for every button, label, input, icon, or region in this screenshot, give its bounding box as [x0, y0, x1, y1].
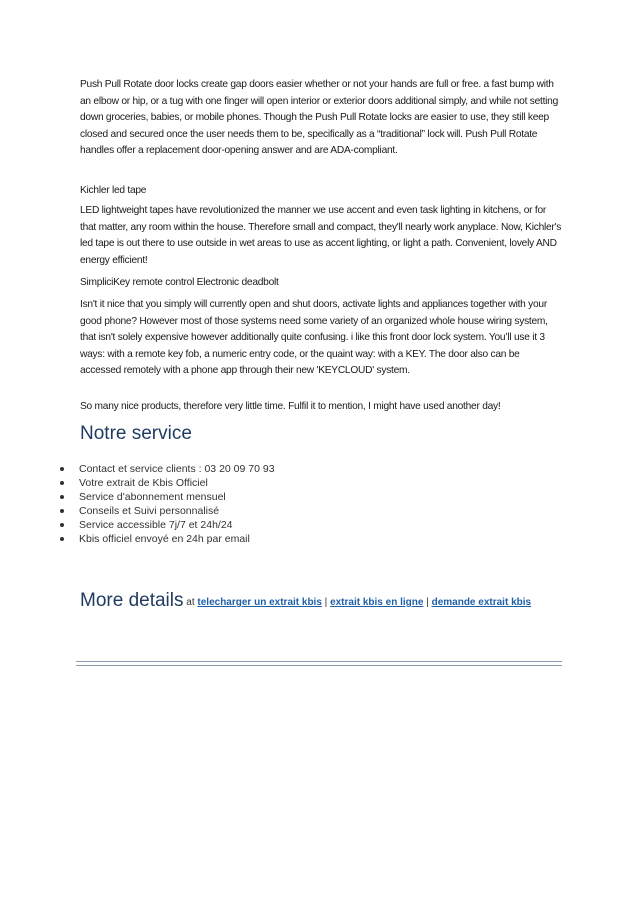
service-item-label: Votre extrait de Kbis Officiel: [79, 477, 208, 489]
service-item-kbis: [0, 476, 275, 490]
bullet-icon: [60, 467, 64, 471]
service-item-label: Contact et service clients : 03 20 09 70 93: [79, 463, 275, 475]
notre-service-heading: Notre service: [80, 423, 192, 444]
bullet-icon: [60, 481, 64, 485]
bullet-icon: [60, 537, 64, 541]
service-item-email: [0, 532, 275, 546]
service-item-contact: [0, 462, 275, 476]
bullet-icon: [60, 495, 64, 499]
service-item-label: Kbis officiel envoyé en 24h par email: [79, 533, 250, 545]
link-extrait-kbis-en-ligne[interactable]: extrait kbis en ligne: [330, 597, 424, 608]
service-list: [0, 462, 275, 546]
service-item-accessible: [0, 518, 275, 532]
service-item-abonnement: [0, 490, 275, 504]
link-demande-extrait-kbis[interactable]: demande extrait kbis: [431, 597, 532, 608]
service-item-conseils: [0, 504, 275, 518]
heading-kichler-led-tape: Kichler led tape: [80, 185, 147, 196]
paragraph-push-pull: Push Pull Rotate door locks create gap doors easier whether or not your hands are full or free. a fast bump with an elbow or hip, or a tug with one finger will open interior or exterior doors additional simply, and while not setting down groceries, babies, or mobile phones. Though the Push Pull Rotate locks are easier to use, they still keep closed and secured once the user needs them to be, specifically as a “traditional” lock will. Push Pull Rotate handles offer a replacement door-opening answer and are ADA-compliant.: [80, 79, 559, 157]
service-item-label: Conseils et Suivi personnalisé: [79, 505, 220, 517]
more-details-line: [80, 590, 531, 612]
service-item-label: Service accessible 7j/7 et 24h/24: [79, 519, 233, 531]
paragraph-led-tape: LED lightweight tapes have revolutionized the manner we use accent and even task lighting in kitchens, or for that matter, any room within the house. Therefore small and compact, they'll nearly work anyplace. Now, Kichler's led tape is out there to use outside in wet areas to use as accent lighting, or light a path. Convenient, lovely AND energy efficient!: [80, 205, 562, 266]
at-label: at: [183, 597, 198, 608]
heading-simplicikey: SimpliciKey remote control Electronic deadbolt: [80, 277, 279, 288]
bullet-icon: [60, 523, 64, 527]
more-details-heading: More details: [80, 590, 184, 611]
paragraph-closing: So many nice products, therefore very little time. Fulfil it to mention, I might have used another day!: [80, 401, 501, 412]
link-separator: |: [321, 597, 331, 608]
horizontal-divider: [76, 661, 562, 666]
link-telecharger-extrait-kbis[interactable]: telecharger un extrait kbis: [197, 597, 322, 608]
link-separator: |: [423, 597, 432, 608]
service-item-label: Service d'abonnement mensuel: [79, 491, 226, 503]
paragraph-simplicikey: Isn't it nice that you simply will currently open and shut doors, activate lights and appliances together with your good phone? However most of those systems need some variety of an organized whole house wiring system, that isn't solely expensive however additionally quite confusing. i like this front door lock system. You’ll use it 3 ways: with a remote key fob, a numeric entry code, or the quaint way: with a KEY. The door also can be accessed remotely with a phone app through their new 'KEYCLOUD' system.: [80, 299, 548, 377]
bullet-icon: [60, 509, 64, 513]
